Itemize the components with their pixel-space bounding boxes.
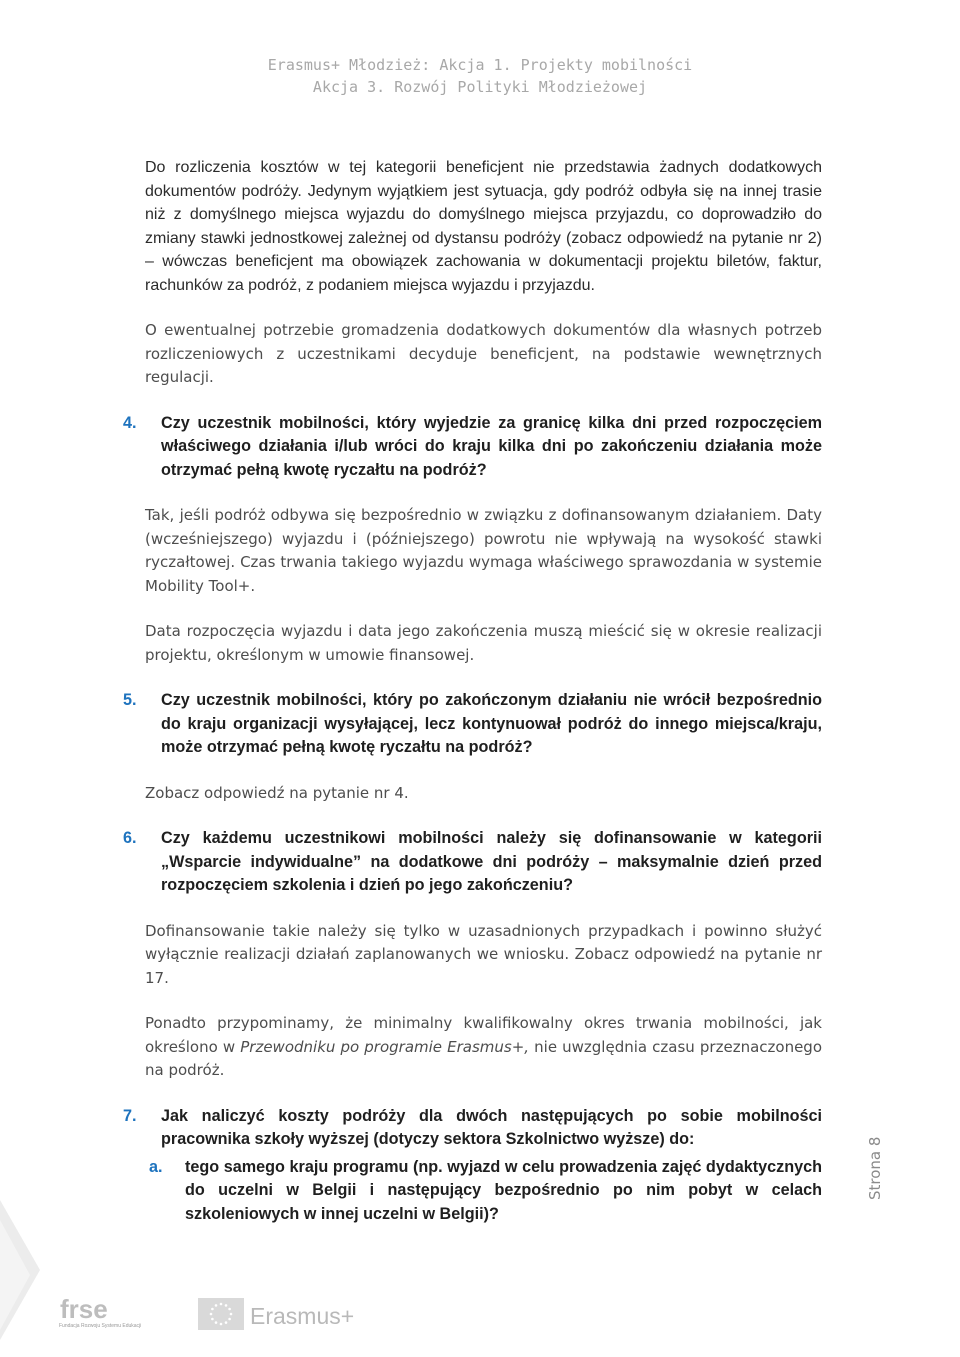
eu-stars-icon [198,1298,244,1330]
frse-logo [58,1296,154,1322]
frse-logo-text: frse [60,1296,108,1322]
paragraph-text-start: Ponadto przypominamy, że minimalny kwalifikowalny okres trwania mobilności, jak określono w [145,1014,822,1056]
eu-flag-icon [198,1298,244,1330]
frse-tagline: Fundacja Rozwoju Systemu Edukacji [59,1323,142,1329]
question-text: Czy każdemu uczestnikowi mobilności należy się dofinansowanie w kategorii „Wsparcie indywidualne” na dodatkowe dni podróży – maksymalnie dzień przed rozpoczęciem szkolenia i dzień po jego zakończeniu? [161,829,822,894]
document-header [0,54,960,98]
answer-6-paragraph-2 [145,1012,822,1083]
answer-4-paragraph-1: Tak, jeśli podróż odbywa się bezpośrednio w związku z dofinansowanym działaniem. Daty (wcześniejszego) wyjazdu i (późniejszego) powrotu nie wpływają na wysokość stawki ryczałtowej. Czas trwania takiego wyjazdu wymaga właściwego sprawozdania w systemie Mobility Tool+. [145,506,822,595]
question-number: 7. [123,1106,137,1125]
paragraph-additional-documents: O ewentualnej potrzebie gromadzenia dodatkowych dokumentów dla własnych potrzeb rozliczeniowych z uczestnikami decyduje beneficjent, na podstawie wewnętrznych regulacji. [145,321,822,386]
guide-title: Przewodniku po programie Erasmus+, [240,1037,530,1056]
question-number: 5. [123,691,137,709]
erasmus-logo: Erasmus+ [250,1303,355,1329]
question-5 [123,689,822,760]
document-body [123,156,823,1248]
question-text: Jak naliczyć koszty podróży dla dwóch następujących po sobie mobilności pracownika szkoły wyższej (dotyczy sektora Szkolnictwo wyższe) do: [161,1106,822,1148]
page-number: Strona 8 [866,1136,884,1200]
header-line-2: Akcja 3. Rozwój Polityki Młodzieżowej [312,78,648,96]
subquestion-letter: a. [149,1157,163,1176]
question-number: 6. [123,829,137,847]
answer-6-paragraph-1: Dofinansowanie takie należy się tylko w uzasadnionych przypadkach i powinno służyć wyłącznie realizacji działań zaplanowanych we wniosku. Zobacz odpowiedź na pytanie nr 17. [145,921,822,987]
decorative-corner [0,1200,60,1357]
paragraph-travel-documents: Do rozliczenia kosztów w tej kategorii beneficjent nie przedstawia żadnych dodatkowych dokumentów podróży. Jedynym wyjątkiem jest sytuacja, gdy podróż odbyła się na innej trasie niż z domyślnego miejsca wyjazdu do domyślnego miejsca przyjazdu, co doprowadziło do zmiany stawki jednostkowej zależnej od dystansu podróży (zobacz odpowiedź na pytanie nr 2) – wówczas beneficjent ma obowiązek zachowania w dokumentacji projektu biletów, faktur, rachunków za podróż, z podaniem miejsca wyjazdu i przyjazdu. [145,159,822,294]
question-text: Czy uczestnik mobilności, który wyjedzie za granicę kilka dni przed rozpoczęciem właściwego działania i/lub wróci do kraju kilka dni po zakończeniu działania może otrzymać pełną kwotę ryczałtu na podróż? [161,413,822,479]
subquestion-text: tego samego kraju programu (np. wyjazd w celu prowadzenia zajęć dydaktycznych do uczelni w Belgii i następujący bezpośrednio po nim pobyt w celach szkoleniowych w innej uczelni w Belgii)? [185,1157,822,1223]
answer-5-paragraph: Zobacz odpowiedź na pytanie nr 4. [145,783,409,802]
header-line-1: Erasmus+ Młodzież: Akcja 1. Projekty mobilności [267,56,693,74]
paragraph-text-end: nie uwzględnia czasu przeznaczonego na podróż. [145,1037,823,1079]
question-7a [149,1156,822,1227]
question-7 [123,1105,822,1152]
question-number: 4. [123,413,137,432]
question-6 [123,827,822,898]
question-text: Czy uczestnik mobilności, który po zakończonym działaniu nie wrócił bezpośrednio do kraju organizacji wysyłającej, lecz kontynuował podróż do innego miejsca/kraju, może otrzymać pełną kwotę ryczałtu na podróż? [161,691,822,756]
answer-4-paragraph-2: Data rozpoczęcia wyjazdu i data jego zakończenia muszą mieścić się w okresie realizacji projektu, określonym w umowie finansowej. [145,622,822,664]
question-4 [123,412,822,483]
